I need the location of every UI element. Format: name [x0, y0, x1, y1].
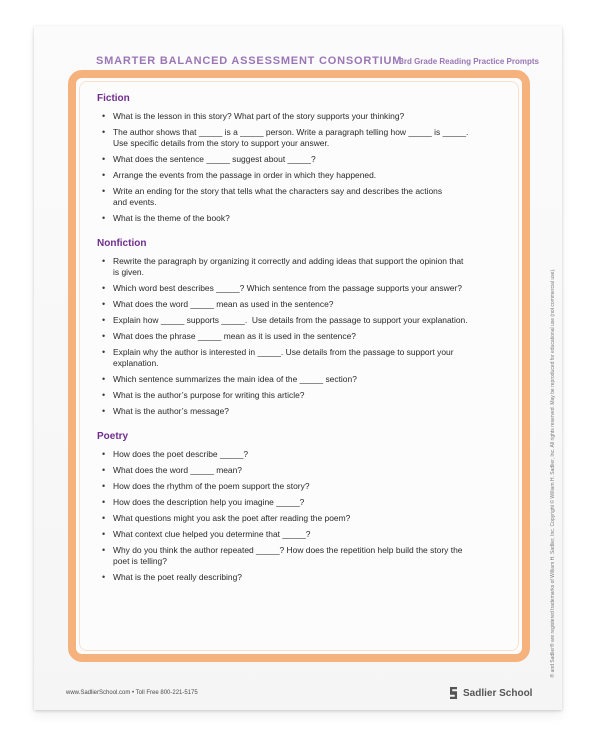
prompt-list [97, 111, 495, 224]
list-item: • How does the description help you imagine _____? [97, 497, 495, 508]
list-item: • How does the poet describe _____? [97, 449, 495, 460]
prompt-list [97, 256, 495, 417]
list-item: • What does the phrase _____ mean as it is used in the sentence? [97, 331, 495, 342]
footer-contact: www.SadlierSchool.com • Toll Free 800-221-5175 [66, 690, 198, 696]
list-item: • What questions might you ask the poet after reading the poem? [97, 513, 495, 524]
list-item: • Which word best describes _____? Which sentence from the passage supports your answer? [97, 283, 495, 294]
list-item: • What does the sentence _____ suggest about _____? [97, 154, 495, 165]
list-item: • Rewrite the paragraph by organizing it correctly and adding ideas that support the opinion that is given. [97, 256, 495, 278]
list-item: • What context clue helped you determine that _____? [97, 529, 495, 540]
list-item: • What is the lesson in this story? What part of the story supports your thinking? [97, 111, 495, 122]
list-item: • What is the theme of the book? [97, 213, 495, 224]
list-item: • Write an ending for the story that tells what the characters say and describes the actions and events. [97, 186, 495, 208]
section-nonfiction [97, 238, 495, 417]
list-item: • Explain why the author is interested in _____. Use details from the passage to support your explanation. [97, 347, 495, 369]
list-item: • What does the word _____ mean as used in the sentence? [97, 299, 495, 310]
list-item: • What is the poet really describing? [97, 572, 495, 583]
section-poetry [97, 431, 495, 583]
list-item: • What does the word _____ mean? [97, 465, 495, 476]
header-left-title: SMARTER BALANCED ASSESSMENT CONSORTIUM [96, 55, 403, 67]
list-item: • What is the author’s message? [97, 406, 495, 417]
list-item: • Which sentence summarizes the main idea of the _____ section? [97, 374, 495, 385]
sadlier-logo-text: Sadlier School [463, 687, 533, 699]
section-title: Poetry [97, 431, 129, 442]
header-right-title: 3rd Grade Reading Practice Prompts [399, 57, 539, 66]
worksheet-content [97, 93, 495, 588]
list-item: • What is the author’s purpose for writing this article? [97, 390, 495, 401]
copyright-note: ® and Sadlier® are registered trademarks of William H. Sadlier, Inc. Copyright © William H. Sadlier, Inc. All rights reserved. May be reproduced for educational use (not commercial use). [550, 268, 556, 678]
section-fiction [97, 93, 495, 224]
list-item: • The author shows that _____ is a _____ person. Write a paragraph telling how _____ is _____. Use specific details from the story to support your answer. [97, 127, 495, 149]
list-item: • Explain how _____ supports _____. Use details from the passage to support your explanation. [97, 315, 495, 326]
list-item: • How does the rhythm of the poem support the story? [97, 481, 495, 492]
section-title: Fiction [97, 93, 130, 104]
sadlier-logo [448, 685, 540, 701]
list-item: • Arrange the events from the passage in order in which they happened. [97, 170, 495, 181]
list-item: • Why do you think the author repeated _____? How does the repetition help build the story the poet is telling? [97, 545, 495, 567]
sadlier-logo-icon [448, 686, 459, 700]
prompt-list [97, 449, 495, 583]
section-title: Nonfiction [97, 238, 147, 249]
